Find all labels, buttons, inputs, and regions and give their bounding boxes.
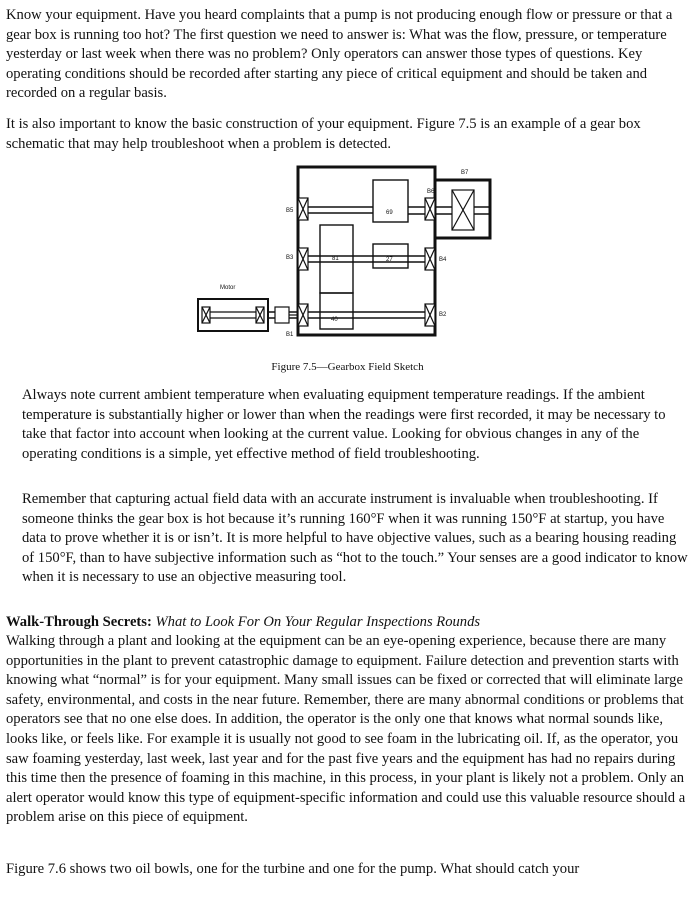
gearbox-schematic (190, 162, 500, 362)
paragraph-know-equipment: Know your equipment. Have you heard complaints that a pump is not producing enough flow or pressure or that a gear box is running too hot? The first question we need to answer is: What was the flow, pressure, or temperature yesterday or last week when there was no problem? Only operators can answer those types of questions. Key operating conditions should be recorded after starting any piece of critical equipment and should be taken and recorded on a regular basis. (6, 7, 673, 102)
label-gear-27: 27 (386, 257, 393, 263)
figure-caption: Figure 7.5—Gearbox Field Sketch (271, 361, 424, 373)
section-heading (6, 613, 688, 633)
paragraph-field-data: Remember that capturing actual field data with an accurate instrument is invaluable when troubleshooting. If someone thinks the gear box is hot because it’s running 160°F when it was running 150°F at startup, you have data to prove whether it is or isn’t. It is more helpful to have objective values, such as a bearing housing reading of 150°F, than to have subjective information such as “hot to the touch.” Your senses are a good indicator to know when it is necessary to use an objective measuring tool. (22, 491, 688, 586)
label-gear-81: 81 (332, 256, 339, 262)
label-b1: B1 (286, 332, 294, 338)
gear-40 (320, 293, 353, 329)
label-gear-40: 40 (331, 317, 338, 323)
heading-italic: What to Look For On Your Regular Inspections Rounds (155, 614, 481, 630)
heading-bold: Walk-Through Secrets: (6, 614, 152, 630)
motor-body (198, 299, 268, 331)
label-b4: B4 (439, 257, 447, 263)
motor-coupling (275, 307, 298, 323)
label-b6: B6 (427, 189, 435, 195)
bearing-b5 (298, 198, 308, 220)
bearing-b6 (425, 198, 435, 220)
gearbox-figure (190, 162, 500, 362)
bearing-b4 (425, 248, 435, 270)
label-b5: B5 (286, 208, 294, 214)
label-gear-69: 69 (386, 210, 393, 216)
paragraph-ambient-temperature: Always note current ambient temperature when evaluating equipment temperature readings. If the ambient temperature is substantially higher or lower than when the readings were first recorded, it may be necessary to take that factor into account when looking at the current value. Looking for obvious changes in any of the operating conditions is a simple, yet effective method of field troubleshooting. (22, 387, 666, 462)
paragraph-walk-through: Walking through a plant and looking at the equipment can be an eye-opening experience, because there are many opportunities in the plant to prevent catastrophic damage to equipment. Failure detection and prevention starts with knowing what “normal” is for your equipment. Many small issues can be fixed or corrected that will eliminate large safety, environmental, and costs in the near future. Remember, there are many abnormal conditions or problems that operators see that no one else does. In addition, the operator is the only one that knows what normal sounds like, looks like, or feels like. For example it is usually not good to see foam in the lubricating oil. If, as the operator, you saw foaming yesterday, last week, last year and for the past five years and the equipment has had no repairs during this time then the presence of foaming in this machine, in this process, in your plant is likely not a problem. Only an alert operator would know this type of equipment-specific information and could use this valuable resource should a problem arise on this piece of equipment. (6, 633, 686, 826)
bearing-b1 (298, 304, 308, 326)
bearing-b2 (425, 304, 435, 326)
label-b2: B2 (439, 312, 447, 318)
gearbox-housing (298, 167, 435, 335)
label-motor: Motor (220, 285, 236, 291)
label-b7: B7 (461, 170, 469, 176)
paragraph-figure-7-6: Figure 7.6 shows two oil bowls, one for the turbine and one for the pump. What should catch your (6, 861, 580, 877)
bearing-b3 (298, 248, 308, 270)
bearing-b7 (452, 190, 474, 230)
paragraph-construction: It is also important to know the basic construction of your equipment. Figure 7.5 is an example of a gear box schematic that may help troubleshoot when a problem is detected. (6, 116, 641, 152)
label-b3: B3 (286, 255, 294, 261)
